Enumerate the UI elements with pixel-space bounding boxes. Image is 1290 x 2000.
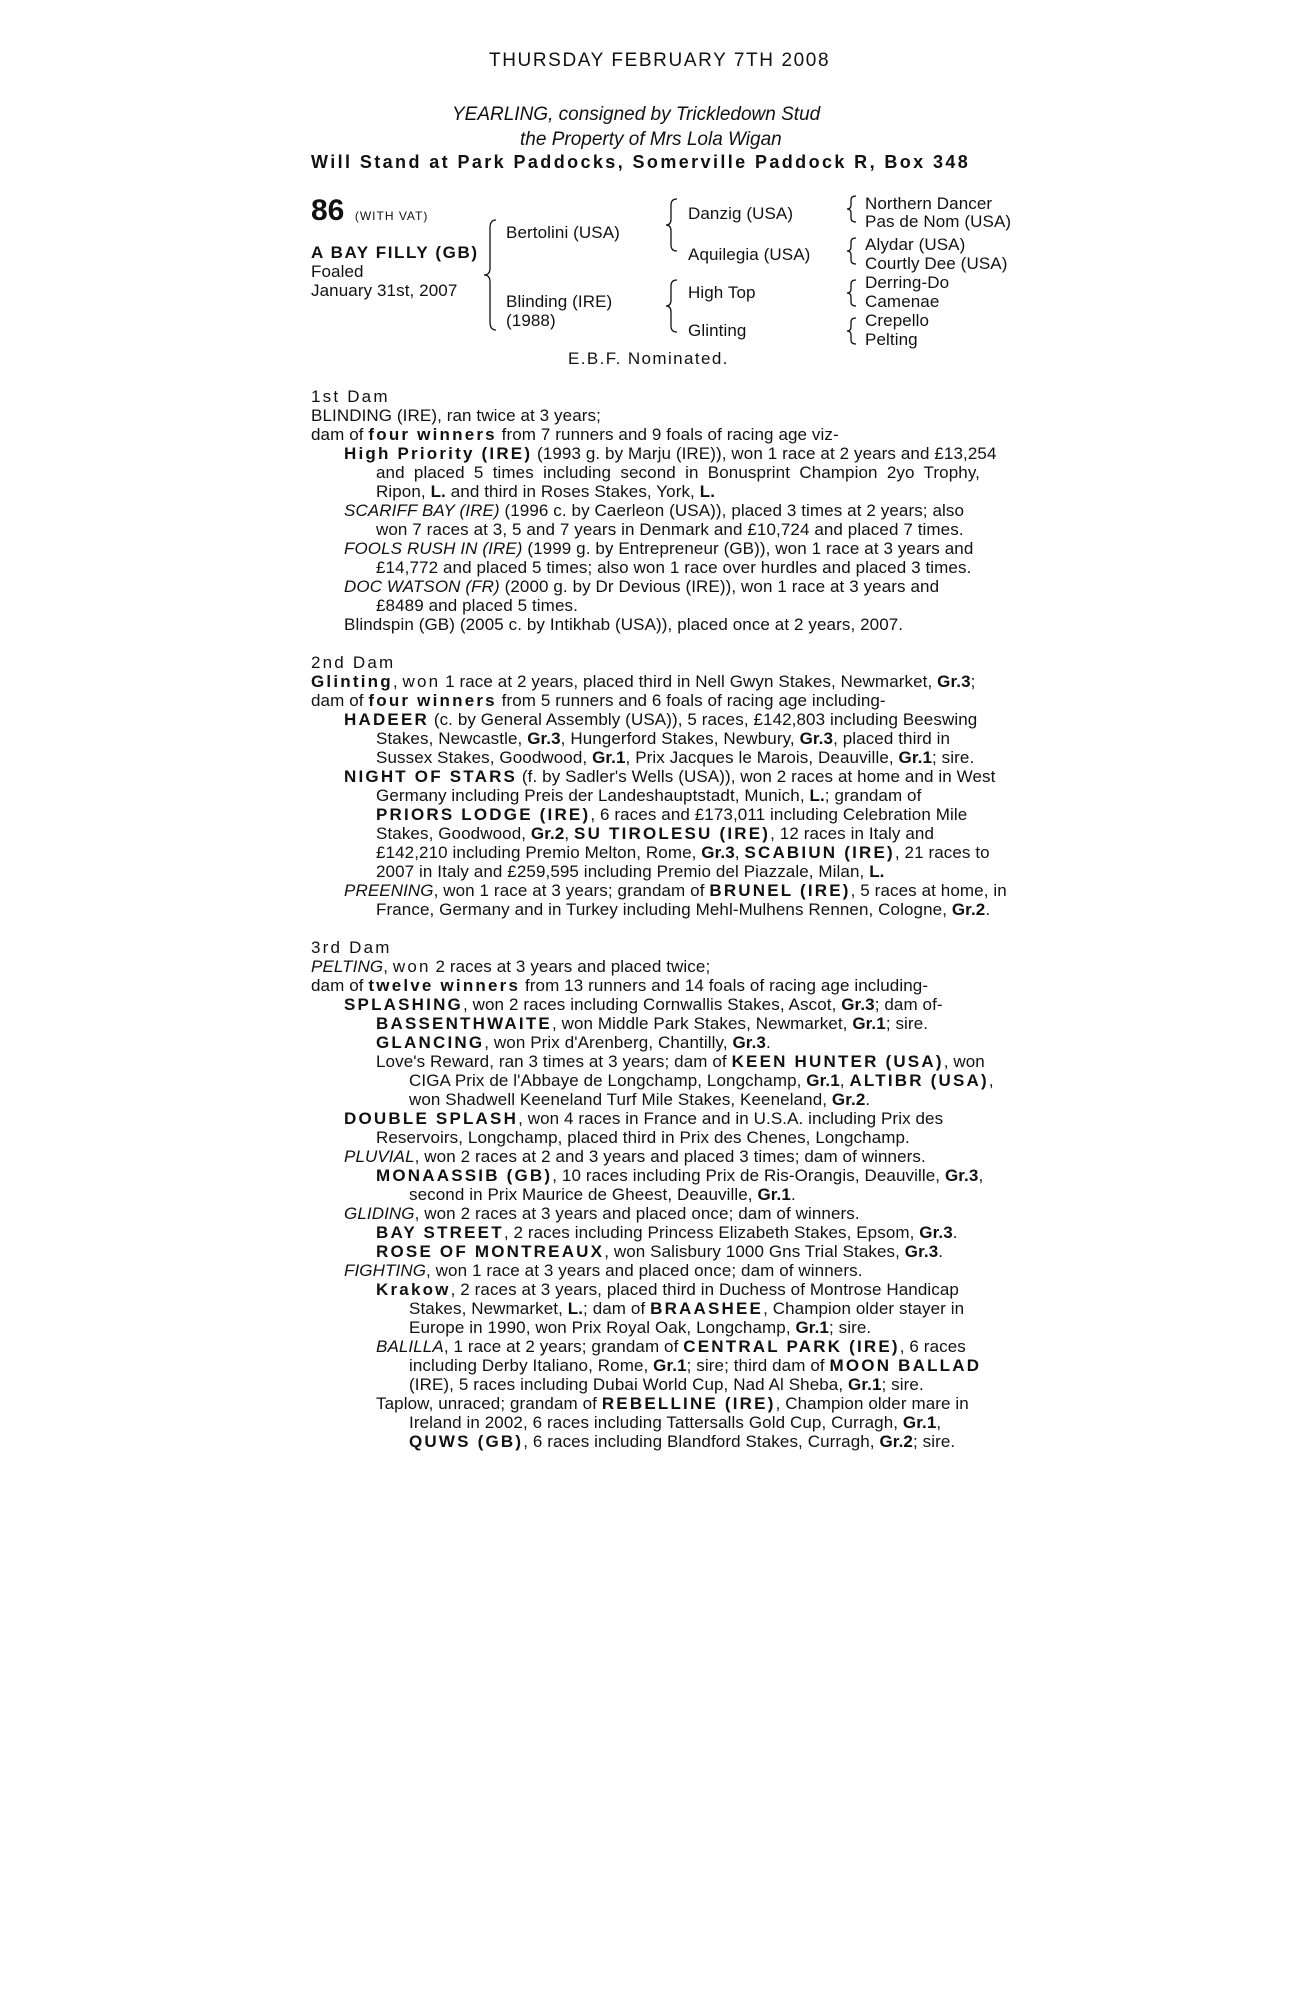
dam-dam: Glinting bbox=[688, 321, 747, 340]
produce-entry: Blindspin (GB) (2005 c. by Intikhab (USA)), placed once at 2 years, 2007. bbox=[344, 615, 904, 634]
produce-entry-sub-cont: Europe in 1990, won Prix Royal Oak, Longchamp, Gr.1; sire. bbox=[409, 1318, 872, 1337]
dd-brace bbox=[845, 316, 859, 346]
dss-name: Derring-Do bbox=[865, 273, 950, 292]
property-owner: the Property of Mrs Lola Wigan bbox=[520, 129, 782, 150]
dds-name: Crepello bbox=[865, 311, 930, 330]
produce-entry-cont: PRIORS LODGE (IRE), 6 races and £173,011 including Celebration Mile bbox=[376, 805, 968, 824]
produce-entry-cont: Ripon, L. and third in Roses Stakes, York, L. bbox=[376, 482, 716, 501]
produce-entry-sub: MONAASSIB (GB), 10 races including Prix de Ris-Orangis, Deauville, Gr.3, bbox=[376, 1166, 984, 1185]
produce-entry: SPLASHING, won 2 races including Cornwallis Stakes, Ascot, Gr.3; dam of- bbox=[344, 995, 943, 1014]
sire-sire: Danzig (USA) bbox=[688, 204, 794, 223]
produce-entry-sub: ROSE OF MONTREAUX, won Salisbury 1000 Gns Trial Stakes, Gr.3. bbox=[376, 1242, 944, 1261]
first-dam-race-record: BLINDING (IRE), ran twice at 3 years; bbox=[311, 406, 601, 425]
produce-entry-sub-cont: Stakes, Newmarket, L.; dam of BRAASHEE, Champion older stayer in bbox=[409, 1299, 965, 1318]
sdd-name: Courtly Dee (USA) bbox=[865, 254, 1008, 273]
ssd-name: Pas de Nom (USA) bbox=[865, 212, 1012, 231]
sire-line-brace bbox=[664, 197, 682, 253]
lot-number: 86 bbox=[311, 194, 345, 227]
produce-entry: GLIDING, won 2 races at 3 years and placed once; dam of winners. bbox=[344, 1204, 860, 1223]
sire-dam: Aquilegia (USA) bbox=[688, 245, 811, 264]
produce-entry-sub: BALILLA, 1 race at 2 years; grandam of CENTRAL PARK (IRE), 6 races bbox=[376, 1337, 966, 1356]
produce-entry-sub-cont: QUWS (GB), 6 races including Blandford Stakes, Curragh, Gr.2; sire. bbox=[409, 1432, 956, 1451]
produce-entry-sub: Krakow, 2 races at 3 years, placed third in Duchess of Montrose Handicap bbox=[376, 1280, 959, 1299]
produce-entry-cont: Germany including Preis der Landeshauptstadt, Munich, L.; grandam of bbox=[376, 786, 922, 805]
third-dam-heading: 3rd Dam bbox=[311, 938, 392, 957]
ddd-name: Pelting bbox=[865, 330, 918, 349]
produce-entry-cont: Reservoirs, Longchamp, placed third in Prix des Chenes, Longchamp. bbox=[376, 1128, 910, 1147]
produce-entry-sub-cont: second in Prix Maurice de Gheest, Deauville, Gr.1. bbox=[409, 1185, 796, 1204]
produce-entry-sub: Love's Reward, ran 3 times at 3 years; dam of KEEN HUNTER (USA), won bbox=[376, 1052, 985, 1071]
dam-sire: High Top bbox=[688, 283, 756, 302]
sds-name: Alydar (USA) bbox=[865, 235, 966, 254]
produce-entry-sub: BAY STREET, 2 races including Princess Elizabeth Stakes, Epsom, Gr.3. bbox=[376, 1223, 958, 1242]
produce-entry-cont: Stakes, Goodwood, Gr.2, SU TIROLESU (IRE), 12 races in Italy and bbox=[376, 824, 935, 843]
dam-name: Blinding (IRE) bbox=[506, 292, 613, 311]
sire-name: Bertolini (USA) bbox=[506, 223, 620, 242]
produce-entry-cont: £142,210 including Premio Melton, Rome, Gr.3, SCABIUN (IRE), 21 races to bbox=[376, 843, 990, 862]
ss-brace bbox=[845, 194, 859, 224]
produce-entry-sub-cont: (IRE), 5 races including Dubai World Cup, Nad Al Sheba, Gr.1; sire. bbox=[409, 1375, 924, 1394]
produce-entry-cont: £14,772 and placed 5 times; also won 1 race over hurdles and placed 3 times. bbox=[376, 558, 972, 577]
second-dam-produce-summary: dam of four winners from 5 runners and 6 foals of racing age including- bbox=[311, 691, 886, 710]
produce-entry-sub-cont: won Shadwell Keeneland Turf Mile Stakes, Keeneland, Gr.2. bbox=[409, 1090, 871, 1109]
vat-note: (WITH VAT) bbox=[354, 209, 429, 223]
produce-entry-sub-cont: including Derby Italiano, Rome, Gr.1; sire; third dam of MOON BALLAD bbox=[409, 1356, 982, 1375]
dam-line-brace bbox=[664, 278, 682, 334]
third-dam-race-record: PELTING, won 2 races at 3 years and placed twice; bbox=[311, 957, 711, 976]
ebf-nominated: E.B.F. Nominated. bbox=[568, 349, 729, 368]
produce-entry-cont: won 7 races at 3, 5 and 7 years in Denmark and £10,724 and placed 7 times. bbox=[376, 520, 964, 539]
produce-entry-cont: France, Germany and in Turkey including Mehl-Mulhens Rennen, Cologne, Gr.2. bbox=[376, 900, 991, 919]
dsd-name: Camenae bbox=[865, 292, 940, 311]
produce-entry: PREENING, won 1 race at 3 years; grandam of BRUNEL (IRE), 5 races at home, in bbox=[344, 881, 1007, 900]
produce-entry: FIGHTING, won 1 race at 3 years and placed once; dam of winners. bbox=[344, 1261, 863, 1280]
yearling-consignor: YEARLING, consigned by Trickledown Stud bbox=[452, 104, 821, 125]
produce-entry: NIGHT OF STARS (f. by Sadler's Wells (USA)), won 2 races at home and in West bbox=[344, 767, 996, 786]
sale-date: THURSDAY FEBRUARY 7TH 2008 bbox=[489, 50, 831, 71]
produce-entry-sub-cont: CIGA Prix de l'Abbaye de Longchamp, Longchamp, Gr.1, ALTIBR (USA), bbox=[409, 1071, 994, 1090]
lot-title: A BAY FILLY (GB) bbox=[311, 243, 479, 262]
produce-entry-cont: and placed 5 times including second in Bonusprint Champion 2yo Trophy, bbox=[376, 463, 980, 482]
produce-entry-sub: GLANCING, won Prix d'Arenberg, Chantilly, Gr.3. bbox=[376, 1033, 771, 1052]
sss-name: Northern Dancer bbox=[865, 194, 993, 213]
sire-dam-brace bbox=[482, 218, 502, 332]
produce-entry: SCARIFF BAY (IRE) (1996 c. by Caerleon (USA)), placed 3 times at 2 years; also bbox=[344, 501, 965, 520]
dam-year: (1988) bbox=[506, 311, 556, 330]
second-dam-heading: 2nd Dam bbox=[311, 653, 396, 672]
produce-entry: HADEER (c. by General Assembly (USA)), 5 races, £142,803 including Beeswing bbox=[344, 710, 978, 729]
stand-location: Will Stand at Park Paddocks, Somerville Paddock R, Box 348 bbox=[311, 152, 971, 172]
first-dam-produce-summary: dam of four winners from 7 runners and 9 foals of racing age viz- bbox=[311, 425, 839, 444]
produce-entry: DOC WATSON (FR) (2000 g. by Dr Devious (IRE)), won 1 race at 3 years and bbox=[344, 577, 940, 596]
produce-entry: High Priority (IRE) (1993 g. by Marju (IRE)), won 1 race at 2 years and £13,254 bbox=[344, 444, 997, 463]
produce-entry-cont: Stakes, Newcastle, Gr.3, Hungerford Stakes, Newbury, Gr.3, placed third in bbox=[376, 729, 951, 748]
foaled-label: Foaled bbox=[311, 262, 364, 281]
produce-entry-sub-cont: Ireland in 2002, 6 races including Tattersalls Gold Cup, Curragh, Gr.1, bbox=[409, 1413, 942, 1432]
produce-entry-cont: Sussex Stakes, Goodwood, Gr.1, Prix Jacques le Marois, Deauville, Gr.1; sire. bbox=[376, 748, 975, 767]
second-dam-race-record: Glinting, won 1 race at 2 years, placed third in Nell Gwyn Stakes, Newmarket, Gr.3; bbox=[311, 672, 976, 691]
sd-brace bbox=[845, 236, 859, 266]
produce-entry: DOUBLE SPLASH, won 4 races in France and in U.S.A. including Prix des bbox=[344, 1109, 944, 1128]
produce-entry: PLUVIAL, won 2 races at 2 and 3 years and placed 3 times; dam of winners. bbox=[344, 1147, 926, 1166]
third-dam-produce-summary: dam of twelve winners from 13 runners and 14 foals of racing age including- bbox=[311, 976, 929, 995]
produce-entry-cont: £8489 and placed 5 times. bbox=[376, 596, 578, 615]
produce-entry-cont: 2007 in Italy and £259,595 including Premio del Piazzale, Milan, L. bbox=[376, 862, 885, 881]
lot-header bbox=[311, 194, 428, 228]
produce-entry: FOOLS RUSH IN (IRE) (1999 g. by Entrepreneur (GB)), won 1 race at 3 years and bbox=[344, 539, 974, 558]
produce-entry-sub: BASSENTHWAITE, won Middle Park Stakes, Newmarket, Gr.1; sire. bbox=[376, 1014, 929, 1033]
foaled-date: January 31st, 2007 bbox=[311, 281, 458, 300]
produce-entry-sub: Taplow, unraced; grandam of REBELLINE (IRE), Champion older mare in bbox=[376, 1394, 969, 1413]
first-dam-heading: 1st Dam bbox=[311, 387, 390, 406]
ds-brace bbox=[845, 278, 859, 308]
